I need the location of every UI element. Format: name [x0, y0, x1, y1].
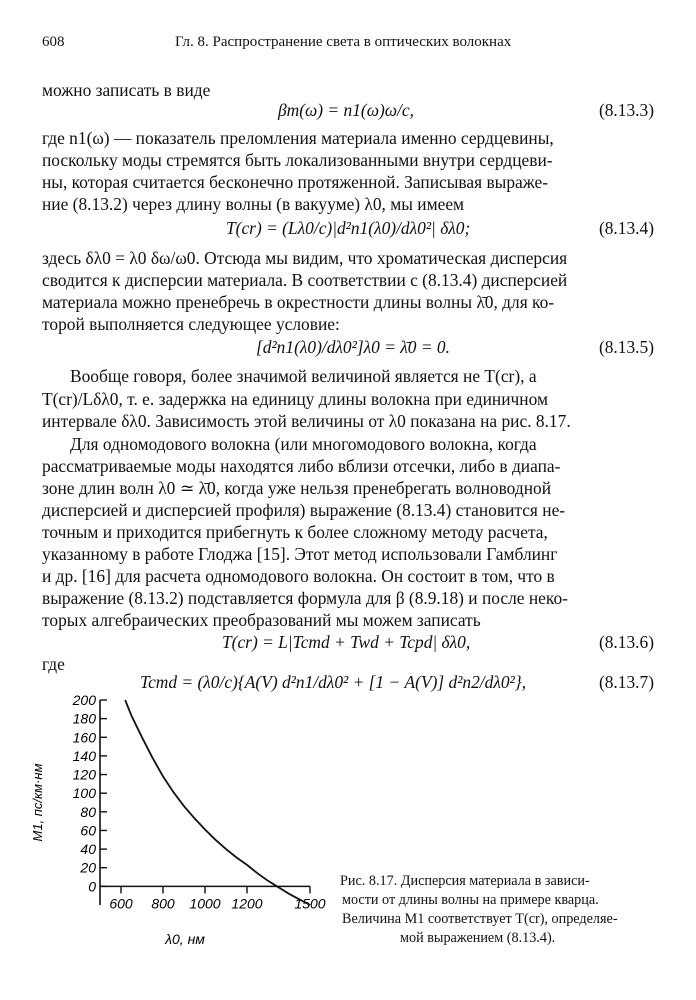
y-tick-label: 140: [72, 747, 96, 764]
equation-number: (8.13.5): [598, 337, 654, 357]
equation-8-13-4: T(cr) = (Lλ0/c)|d²n1(λ0)/dλ0²| δλ0;: [226, 218, 471, 238]
text-line: материала можно пренебречь в окрестности длины волны λ̄0, для ко-: [42, 292, 555, 312]
text-line: ны, которая считается бесконечно протяженной. Записывая выраже-: [42, 172, 549, 192]
text-line: точным и приходится прибегнуть к более сложному методу расчета,: [42, 522, 548, 542]
x-tick-label: 1000: [189, 895, 221, 912]
text-line: торой выполняется следующее условие:: [42, 314, 340, 334]
text-line: Вообще говоря, более значимой величиной является не T(cr), а: [70, 366, 537, 386]
figure-caption-line: Величина M1 соответствует T(cr), определяе-: [342, 911, 618, 927]
y-axis-label: M1, пс/км·нм: [30, 763, 45, 842]
figure-caption-line: Рис. 8.17. Дисперсия материала в зависи-: [340, 873, 590, 889]
y-tick-label: 100: [72, 785, 96, 802]
text-line: дисперсией и дисперсией профиля) выражение (8.13.4) становится не-: [42, 500, 566, 520]
text-line: где n1(ω) — показатель преломления материала именно сердцевины,: [42, 128, 554, 148]
y-tick-label: 20: [80, 859, 96, 876]
figure-caption-line: мости от длины волны на примере кварца.: [342, 892, 599, 908]
equation-number: (8.13.7): [598, 672, 654, 692]
x-tick-label: 800: [151, 895, 175, 912]
dispersion-chart: [20, 692, 340, 952]
y-tick-label: 80: [80, 803, 96, 820]
text-line: и др. [16] для расчета одномодового волокна. Он состоит в том, что в: [42, 566, 555, 586]
equation-8-13-5: [d²n1(λ0)/dλ0²]λ0 = λ̄0 = 0.: [256, 337, 450, 357]
text-line: можно записать в виде: [42, 80, 211, 100]
text-line: T(cr)/Lδλ0, т. е. задержка на единицу длины волокна при единичном: [42, 389, 548, 409]
text-line: торых алгебраических преобразований мы можем записать: [42, 610, 481, 630]
running-title: Гл. 8. Распространение света в оптических волокнах: [175, 34, 512, 50]
figure-caption-line: мой выражением (8.13.4).: [400, 930, 556, 946]
text-line: поскольку моды стремятся быть локализованными внутри сердцеви-: [42, 150, 553, 170]
y-tick-label: 40: [80, 841, 96, 858]
equation-number: (8.13.6): [598, 632, 654, 652]
equation-8-13-3: βm(ω) = n1(ω)ω/c,: [278, 100, 414, 120]
text-line: интервале δλ0. Зависимость этой величины от λ0 показана на рис. 8.17.: [42, 411, 571, 431]
text-line: ние (8.13.2) через длину волны (в вакууме) λ0, мы имеем: [42, 194, 465, 214]
text-line: зоне длин волн λ0 ≃ λ̄0, когда уже нельзя пренебрегать волноводной: [42, 478, 552, 498]
x-tick-label: 1200: [231, 895, 263, 912]
y-tick-label: 0: [88, 878, 96, 895]
x-tick-label: 600: [109, 895, 133, 912]
equation-8-13-7: Tcmd = (λ0/c){A(V) d²n1/dλ0² + [1 − A(V)] d²n2/dλ0²},: [140, 672, 527, 692]
y-tick-label: 160: [72, 729, 96, 746]
equation-number: (8.13.3): [598, 100, 654, 120]
text-line: указанному в работе Глоджа [15]. Этот метод использовали Гамблинг: [42, 544, 558, 564]
y-tick-label: 60: [80, 822, 96, 839]
x-tick-label: 1500: [294, 895, 326, 912]
equation-8-13-6: T(cr) = L|Tcmd + Twd + Tcpd| δλ0,: [222, 632, 471, 652]
y-tick-label: 200: [72, 692, 96, 708]
text-line: выражение (8.13.2) подставляется формула для β (8.9.18) и после неко-: [42, 588, 568, 608]
text-line: рассматриваемые моды находятся либо вблизи отсечки, либо в диапа-: [42, 456, 561, 476]
y-tick-label: 120: [72, 766, 96, 783]
text-line: Для одномодового волокна (или многомодового волокна, когда: [70, 434, 537, 454]
text-line: здесь δλ0 = λ0 δω/ω0. Отсюда мы видим, что хроматическая дисперсия: [42, 248, 568, 268]
page-number: 608: [42, 34, 65, 50]
dispersion-curve: [125, 700, 310, 905]
text-line: сводится к дисперсии материала. В соответствии с (8.13.4) дисперсией: [42, 270, 568, 290]
equation-number: (8.13.4): [598, 218, 654, 238]
y-tick-label: 180: [72, 710, 96, 727]
x-axis-label: λ0, нм: [165, 931, 205, 947]
text-line: где: [42, 654, 65, 674]
